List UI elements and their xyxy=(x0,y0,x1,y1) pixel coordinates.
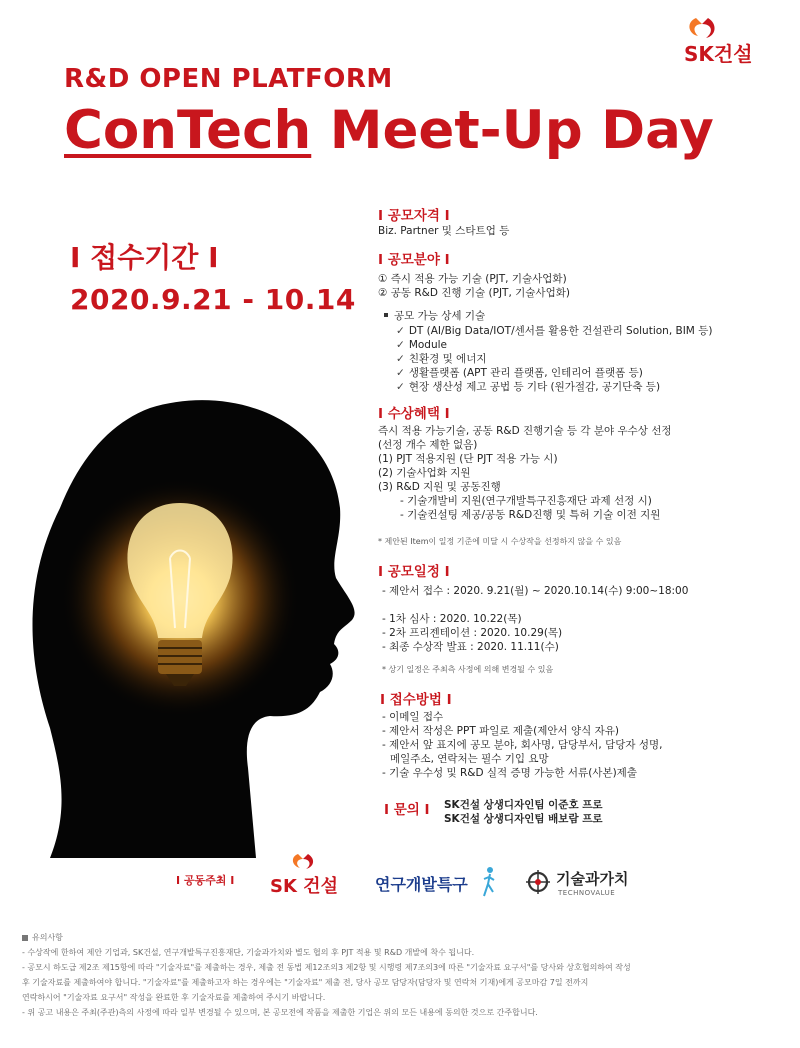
benefit-line: (1) PJT 적용지원 (단 PJT 적용 가능 시) xyxy=(378,453,558,465)
eligibility-heading: I 공모자격 I xyxy=(378,208,450,224)
method-heading: I 접수방법 I xyxy=(380,692,452,708)
field-item: ① 즉시 적용 가능 기술 (PJT, 기술사업화) xyxy=(378,273,567,285)
benefit-line: (선정 개수 제한 없음) xyxy=(378,439,478,451)
schedule-step: - 2차 프리젠테이션 : 2020. 10.29(목) xyxy=(382,627,563,639)
method-line: 메일주소, 연락처는 필수 기입 요망 xyxy=(390,753,549,765)
period-dates: 2020.9.21 - 10.14 xyxy=(70,283,356,316)
period-label: I 접수기간 I xyxy=(70,241,219,274)
benefits-heading: I 수상혜택 I xyxy=(378,406,450,422)
method-line: - 이메일 접수 xyxy=(382,711,444,723)
footer-line: 후 기술자료를 제출하여야 합니다. "기술자료"를 제출하고자 하는 경우에는 "기술자료" 제출 전, 당사 공모 담당자(담당자 및 연락처 기재)에게 공모마감 7일 전까지 xyxy=(22,978,589,987)
footer-line: - 공모시 하도급 제2조 제15항에 따라 "기술자료"를 제출하는 경우, 제출 전 동법 제12조의3 제2항 및 시행령 제7조의3에 따른 "기술자료 요구서"를 당사와 상호협의하여 작성 xyxy=(22,963,631,972)
benefit-line: - 기술개발비 지원(연구개발특구진흥재단 과제 선정 시) xyxy=(400,495,652,507)
cohost-label: I 공동주최 I xyxy=(176,874,235,887)
detail-item: ✓ DT (AI/Big Data/IOT/센서를 활용한 건설관리 Solution, BIM 등) xyxy=(396,325,713,337)
method-list xyxy=(382,710,662,780)
technovalue-mark-icon xyxy=(524,868,552,900)
method-line: - 제안서 작성은 PPT 파일로 제출(제안서 양식 자유) xyxy=(382,725,619,737)
method-line: - 제안서 앞 표지에 공모 분야, 회사명, 담당부서, 담당자 성명, xyxy=(382,739,663,751)
fields-details xyxy=(396,324,712,394)
head-lightbulb-illustration xyxy=(30,388,370,858)
schedule-step: - 최종 수상작 발표 : 2020. 11.11(수) xyxy=(382,641,559,653)
checkmark-icon: ✓ xyxy=(396,367,405,379)
square-bullet-icon xyxy=(384,313,388,317)
detail-item: ✓ 현장 생산성 제고 공법 등 기타 (원가절감, 공기단축 등) xyxy=(396,381,661,393)
cohost-innopolis-logo: 연구개발특구 xyxy=(375,875,468,894)
footer-line: - 수상작에 한하여 제안 기업과, SK건설, 연구개발특구진흥재단, 기술과가치와 별도 협의 후 PJT 적용 및 R&D 개발에 착수 됩니다. xyxy=(22,948,475,957)
cohost-sk-logo xyxy=(270,852,360,896)
schedule-submit: - 제안서 접수 : 2020. 9.21(월) ~ 2020.10.14(수) 9:00~18:00 xyxy=(382,585,689,597)
footer-notes xyxy=(22,930,782,1020)
fields-heading: I 공모분야 I xyxy=(378,252,450,268)
schedule-heading: I 공모일정 I xyxy=(378,564,450,580)
schedule-step: - 1차 심사 : 2020. 10.22(목) xyxy=(382,613,522,625)
checkmark-icon: ✓ xyxy=(396,381,405,393)
benefit-line: (2) 기술사업화 지원 xyxy=(378,467,471,479)
cohost-technovalue-text: 기술과가치 xyxy=(556,870,629,888)
benefit-line: (3) R&D 지원 및 공동진행 xyxy=(378,481,501,493)
fields-list xyxy=(378,272,570,300)
title-rest: Meet-Up Day xyxy=(311,100,714,161)
eligibility-text: Biz. Partner 및 스타트업 등 xyxy=(378,225,510,237)
kicker-text: R&D OPEN PLATFORM xyxy=(64,64,393,94)
method-line: - 기술 우수성 및 R&D 실적 증명 가능한 서류(사본)제출 xyxy=(382,767,637,779)
footer-heading: 유의사항 xyxy=(22,930,782,945)
contact-line: SK건설 상생디자인팀 배보람 프로 xyxy=(444,813,603,825)
field-item: ② 공동 R&D 진행 기술 (PJT, 기술사업화) xyxy=(378,287,570,299)
runner-icon xyxy=(482,866,496,902)
benefits-list xyxy=(378,424,672,522)
checkmark-icon: ✓ xyxy=(396,339,405,351)
checkmark-icon: ✓ xyxy=(396,353,405,365)
footer-line: 연락하시어 "기술자료 요구서" 작성을 완료한 후 기술자료를 제출하여 주시기 바랍니다. xyxy=(22,993,326,1002)
sk-butterfly-icon xyxy=(288,852,328,874)
contact-line: SK건설 상생디자인팀 이준호 프로 xyxy=(444,799,603,811)
benefits-note: * 제안된 Item이 일정 기준에 미달 시 수상작을 선정하지 않을 수 있음 xyxy=(378,537,622,546)
title-contech: ConTech xyxy=(64,100,312,161)
footer-line: - 위 공고 내용은 주최(주관)측의 사정에 따라 일부 변경될 수 있으며, 본 공모전에 작품을 제출한 기업은 위의 모든 내용에 동의한 것으로 간주합니다. xyxy=(22,1008,538,1017)
sk-logo xyxy=(682,14,772,64)
benefit-line: - 기술컨설팅 제공/공동 R&D진행 및 특허 기술 이전 지원 xyxy=(400,509,661,521)
cohost-technovalue-en: TECHNOVALUE xyxy=(558,889,616,897)
detail-item: ✓ 친환경 및 에너지 xyxy=(396,353,487,365)
fields-detail-title: 공모 가능 상세 기술 xyxy=(384,309,485,323)
schedule-steps xyxy=(382,612,562,654)
cohost-sk-text: SK 건설 xyxy=(270,876,338,897)
page-title xyxy=(64,100,714,161)
checkmark-icon: ✓ xyxy=(396,325,405,337)
benefit-line: 즉시 적용 가능기술, 공동 R&D 진행기술 등 각 분야 우수상 선정 xyxy=(378,425,672,437)
detail-item: ✓ 생활플랫폼 (APT 관리 플랫폼, 인테리어 플랫폼 등) xyxy=(396,367,643,379)
contact-list xyxy=(444,798,603,826)
logo-text: SK건설 xyxy=(684,42,753,66)
contact-heading: I 문의 I xyxy=(384,802,430,818)
schedule-note: * 상기 일정은 주최측 사정에 의해 변경될 수 있음 xyxy=(382,665,554,674)
detail-item: ✓ Module xyxy=(396,339,447,351)
